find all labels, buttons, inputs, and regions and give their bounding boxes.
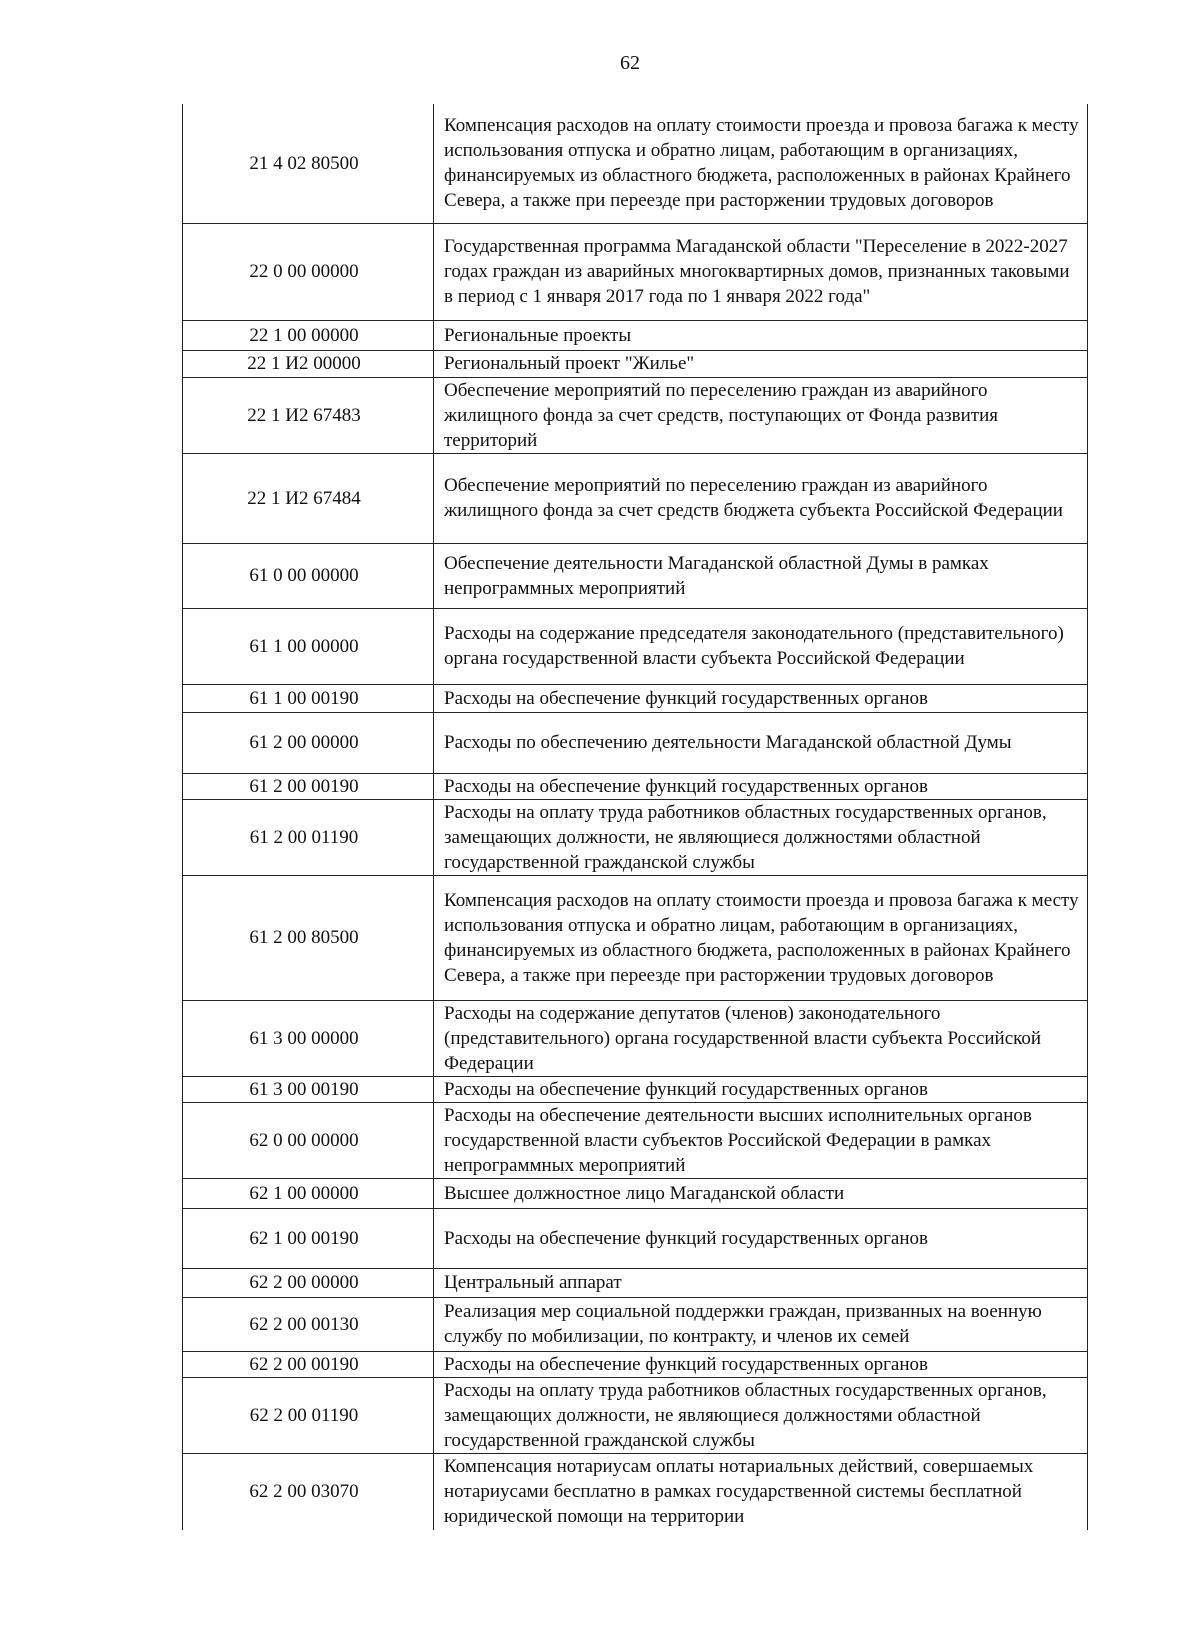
row-description: Расходы на обеспечение деятельности высших исполнительных органов государственной власти субъектов Российской Федерации в рамках непрограммных мероприятий (434, 1102, 1088, 1178)
row-code: 22 1 И2 67484 (183, 453, 434, 543)
row-code: 22 1 00 00000 (183, 320, 434, 350)
budget-codes-table (182, 104, 1088, 1530)
table-row (183, 350, 1088, 377)
table-row (183, 684, 1088, 712)
table-row (183, 799, 1088, 875)
row-code: 62 2 00 01190 (183, 1377, 434, 1453)
row-code: 61 2 00 01190 (183, 799, 434, 875)
row-description: Расходы на обеспечение функций государственных органов (434, 684, 1088, 712)
row-description: Региональные проекты (434, 320, 1088, 350)
table-row (183, 1297, 1088, 1351)
row-code: 61 1 00 00190 (183, 684, 434, 712)
row-description: Расходы на оплату труда работников областных государственных органов, замещающих должности, не являющиеся должностями областной государственной гражданской службы (434, 799, 1088, 875)
row-description: Расходы на оплату труда работников областных государственных органов, замещающих должности, не являющиеся должностями областной государственной гражданской службы (434, 1377, 1088, 1453)
row-description: Государственная программа Магаданской области "Переселение в 2022-2027 годах граждан из аварийных многоквартирных домов, признанных таковыми в период с 1 января 2017 года по 1 января 2022 года" (434, 223, 1088, 320)
row-description: Высшее должностное лицо Магаданской области (434, 1178, 1088, 1208)
row-code: 61 2 00 00190 (183, 773, 434, 799)
row-description: Обеспечение деятельности Магаданской областной Думы в рамках непрограммных мероприятий (434, 543, 1088, 608)
row-code: 62 0 00 00000 (183, 1102, 434, 1178)
row-description: Центральный аппарат (434, 1268, 1088, 1297)
table-row (183, 1453, 1088, 1530)
table-row (183, 453, 1088, 543)
row-code: 22 1 И2 67483 (183, 377, 434, 453)
row-code: 62 2 00 03070 (183, 1453, 434, 1530)
table-row (183, 377, 1088, 453)
row-description: Расходы на обеспечение функций государственных органов (434, 1076, 1088, 1102)
row-description: Компенсация расходов на оплату стоимости проезда и провоза багажа к месту использования отпуска и обратно лицам, работающим в организациях, финансируемых из областного бюджета, расположенных в районах Крайнего Севера, а также при переезде при расторжении трудовых договоров (434, 875, 1088, 1000)
row-code: 62 2 00 00000 (183, 1268, 434, 1297)
row-code: 62 2 00 00130 (183, 1297, 434, 1351)
row-description: Компенсация расходов на оплату стоимости проезда и провоза багажа к месту использования отпуска и обратно лицам, работающим в организациях, финансируемых из областного бюджета, расположенных в районах Крайнего Севера, а также при переезде при расторжении трудовых договоров (434, 104, 1088, 223)
row-code: 62 1 00 00000 (183, 1178, 434, 1208)
row-description: Расходы на обеспечение функций государственных органов (434, 773, 1088, 799)
table-row (183, 1208, 1088, 1268)
row-description: Расходы на обеспечение функций государственных органов (434, 1208, 1088, 1268)
table-row (183, 1178, 1088, 1208)
table-row (183, 1268, 1088, 1297)
row-description: Расходы на содержание председателя законодательного (представительного) органа государственной власти субъекта Российской Федерации (434, 608, 1088, 684)
row-description: Расходы на содержание депутатов (членов) законодательного (представительного) органа государственной власти субъекта Российской Федерации (434, 1000, 1088, 1076)
row-code: 62 1 00 00190 (183, 1208, 434, 1268)
row-description: Обеспечение мероприятий по переселению граждан из аварийного жилищного фонда за счет средств бюджета субъекта Российской Федерации (434, 453, 1088, 543)
row-code: 61 1 00 00000 (183, 608, 434, 684)
table-row (183, 543, 1088, 608)
row-code: 61 3 00 00000 (183, 1000, 434, 1076)
table-row (183, 320, 1088, 350)
table-row (183, 1076, 1088, 1102)
table-row (183, 875, 1088, 1000)
row-description: Расходы по обеспечению деятельности Магаданской областной Думы (434, 712, 1088, 773)
row-description: Компенсация нотариусам оплаты нотариальных действий, совершаемых нотариусами бесплатно в рамках государственной системы бесплатной юридической помощи на территории (434, 1453, 1088, 1530)
page-number: 62 (620, 52, 640, 74)
table-row (183, 1102, 1088, 1178)
table-row (183, 1000, 1088, 1076)
row-description: Реализация мер социальной поддержки граждан, призванных на военную службу по мобилизации, по контракту, и членов их семей (434, 1297, 1088, 1351)
table-row (183, 712, 1088, 773)
table-row (183, 773, 1088, 799)
row-code: 61 2 00 00000 (183, 712, 434, 773)
row-code: 62 2 00 00190 (183, 1351, 434, 1377)
row-code: 22 0 00 00000 (183, 223, 434, 320)
row-description: Региональный проект "Жилье" (434, 350, 1088, 377)
row-code: 21 4 02 80500 (183, 104, 434, 223)
table-row (183, 1377, 1088, 1453)
row-code: 22 1 И2 00000 (183, 350, 434, 377)
table-row (183, 1351, 1088, 1377)
row-code: 61 2 00 80500 (183, 875, 434, 1000)
table-row (183, 223, 1088, 320)
row-description: Обеспечение мероприятий по переселению граждан из аварийного жилищного фонда за счет средств, поступающих от Фонда развития территорий (434, 377, 1088, 453)
table-row (183, 104, 1088, 223)
row-code: 61 3 00 00190 (183, 1076, 434, 1102)
row-description: Расходы на обеспечение функций государственных органов (434, 1351, 1088, 1377)
row-code: 61 0 00 00000 (183, 543, 434, 608)
table-row (183, 608, 1088, 684)
